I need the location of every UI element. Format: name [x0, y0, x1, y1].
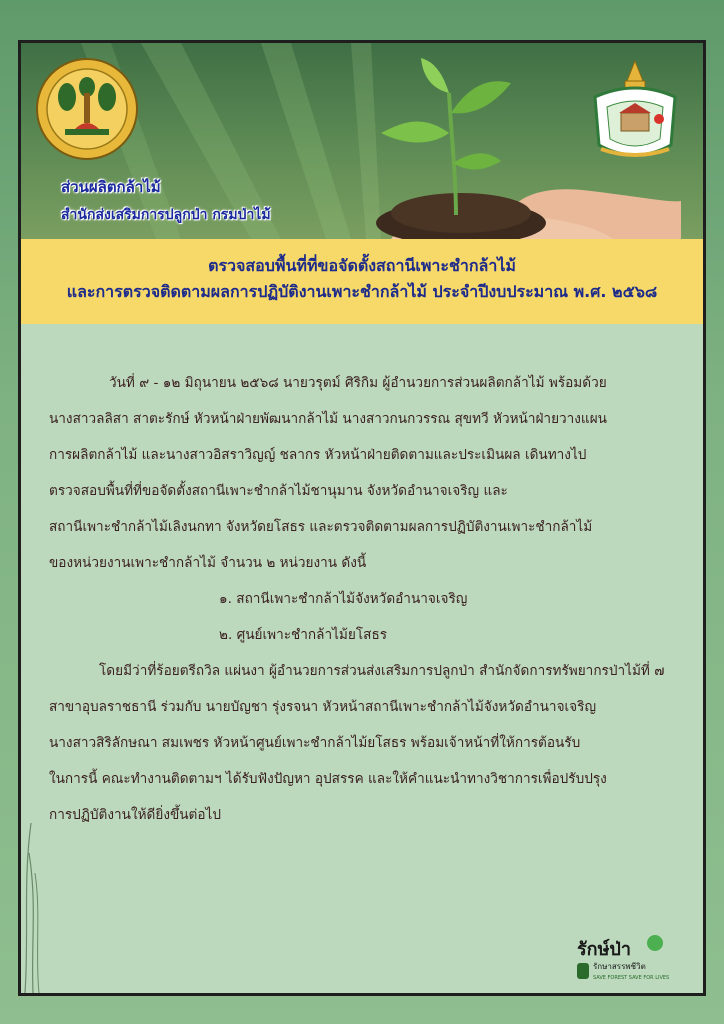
- badge-sub-text: รักษาสรรพชีวิต: [593, 962, 646, 971]
- lock-icon: [577, 963, 589, 979]
- document-frame: [18, 40, 706, 996]
- paragraph-1-line-5: สถานีเพาะชำกล้าไม้เลิงนกทา จังหวัดยโสธร และตรวจติดตามผลการปฏิบัติงานเพาะชำกล้าไม้: [49, 519, 593, 535]
- title-line-2: และการตรวจติดตามผลการปฏิบัติงานเพาะชำกล้าไม้ ประจำปีงบประมาณ พ.ศ. ๒๕๖๘: [66, 282, 658, 301]
- royal-forest-department-logo: [35, 57, 139, 161]
- department-name: ส่วนผลิตกล้าไม้: [61, 178, 161, 196]
- list-item-2: ๒. ศูนย์เพาะชำกล้าไม้ยโสธร: [219, 627, 388, 643]
- bureau-name: สำนักส่งเสริมการปลูกป่า กรมป่าไม้: [61, 207, 271, 223]
- article-body: [49, 365, 689, 833]
- paragraph-1-line-3: การผลิตกล้าไม้ และนางสาวอิสราวิญญ์ ชลากร หัวหน้าฝ่ายติดตามและประเมินผล เดินทางไป: [49, 447, 587, 463]
- paragraph-1-line-2: นางสาวลลิสา สาตะรักษ์ หัวหน้าฝ่ายพัฒนากล้าไม้ นางสาวกนกวรรณ สุขทวี หัวหน้าฝ่ายวางแผน: [49, 411, 607, 427]
- title-line-1: ตรวจสอบพื้นที่ที่ขอจัดตั้งสถานีเพาะชำกล้าไม้: [208, 256, 516, 275]
- paragraph-1-line-1: วันที่ ๙ - ๑๒ มิถุนายน ๒๕๖๘ นายวรุตม์ ศิริกิม ผู้อำนวยการส่วนผลิตกล้าไม้ พร้อมด้วย: [109, 375, 607, 391]
- paragraph-2-line-3: นางสาวสิริลักษณา สมเพชร หัวหน้าศูนย์เพาะชำกล้าไม้ยโสธร พร้อมเจ้าหน้าที่ให้การต้อนรับ: [49, 735, 581, 751]
- royal-emblem-logo: [587, 57, 683, 167]
- paragraph-2-line-1: โดยมีว่าที่ร้อยตรีถวิล แผ่นงา ผู้อำนวยการส่วนส่งเสริมการปลูกป่า สำนักจัดการทรัพยากรป่าไม้ที่ ๗: [99, 663, 665, 679]
- paragraph-1-line-4: ตรวจสอบพื้นที่ที่ขอจัดตั้งสถานีเพาะชำกล้าไม้ชานุมาน จังหวัดอำนาจเจริญ และ: [49, 483, 508, 499]
- paragraph-2-line-4: ในการนี้ คณะทำงานติดตามฯ ได้รับฟังปัญหา อุปสรรค และให้คำแนะนำทางวิชาการเพื่อปรับปรุง: [49, 771, 607, 787]
- list-item-1: ๑. สถานีเพาะชำกล้าไม้จังหวัดอำนาจเจริญ: [219, 591, 468, 607]
- header-banner: [21, 43, 703, 239]
- badge-main-text: รักษ์ป่า: [577, 939, 631, 960]
- paragraph-2-line-2: สาขาอุบลราชธานี ร่วมกับ นายบัญชา รุ่งรจนา หัวหน้าสถานีเพาะชำกล้าไม้จังหวัดอำนาจเจริญ: [49, 699, 597, 715]
- save-forest-badge: [573, 929, 693, 985]
- badge-en-text: SAVE FOREST SAVE FOR LIVES: [593, 975, 670, 981]
- paragraph-2-line-5: การปฏิบัติงานให้ดียิ่งขึ้นต่อไป: [49, 807, 222, 823]
- grass-sketch-decoration: [21, 733, 43, 993]
- title-bar: [21, 239, 703, 324]
- leaf-icon: [647, 935, 663, 951]
- paragraph-1-line-6: ของหน่วยงานเพาะชำกล้าไม้ จำนวน ๒ หน่วยงาน ดังนี้: [49, 555, 367, 571]
